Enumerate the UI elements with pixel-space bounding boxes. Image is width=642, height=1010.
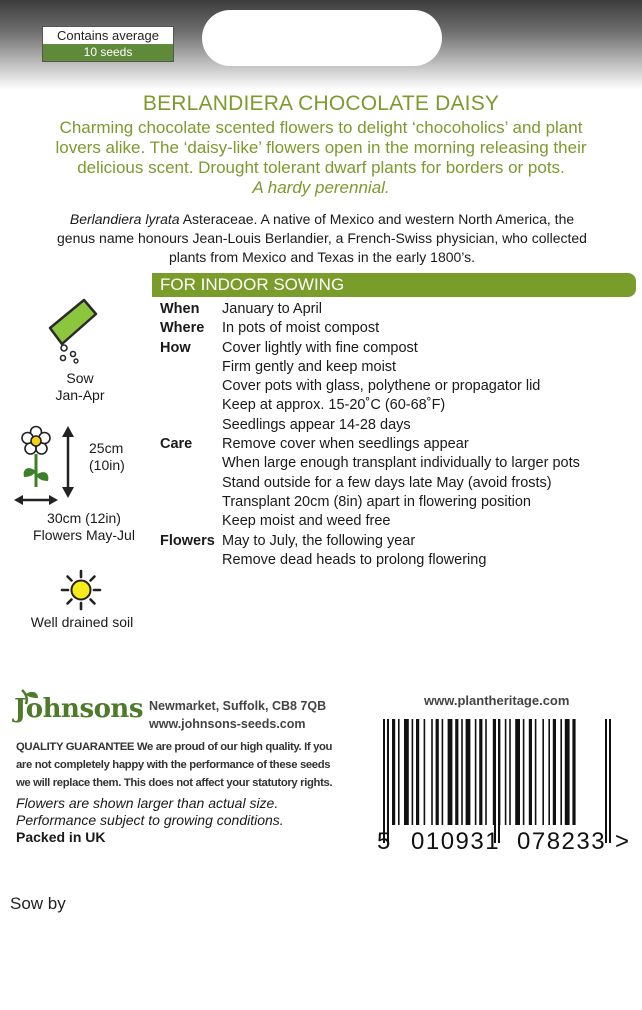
sowing-header: FOR INDOOR SOWING [152,273,636,297]
instruction-text: Seedlings appear 14-28 days [222,416,411,433]
barcode-bar [431,719,433,825]
instruction-row [160,532,636,551]
barcode-bar [515,719,520,825]
barcode-digit-prefix: 5 [377,828,391,854]
packed-in: Packed in UK [16,829,106,845]
sow-label: Sow [66,370,94,386]
packet-notes [16,795,284,846]
barcode-bar [466,719,471,825]
barcode-bar [436,719,439,825]
barcode-bar [387,719,389,843]
instruction-row [160,551,636,570]
barcode-bar [509,719,511,825]
instruction-text: Cover lightly with fine compost [222,339,418,356]
barcode-bar [609,719,611,843]
barcode-bar [424,719,426,825]
quality-guarantee [16,738,338,792]
flowering-period: Flowers May-Jul [33,527,135,543]
instruction-text: Keep at approx. 15-20˚C (60-68˚F) [222,397,446,414]
instruction-row [160,377,636,396]
instruction-text: When large enough transplant individually to larger pots [222,455,580,472]
barcode-bar [553,719,556,825]
height-in: (10in) [89,457,125,473]
barcode-bar [548,719,550,825]
guarantee-line: are not completely happy with the performance of these seeds [16,759,331,771]
barcode-bar [498,719,500,843]
intro-line: lovers alike. The ‘daisy-like’ flowers open in the morning releasing their [55,138,587,157]
instruction-row [160,493,636,512]
spread-size: 30cm (12in) [47,510,121,526]
barcode-bar [461,719,463,825]
barcode-digits-right: 078233 [517,828,607,854]
instruction-label: Where [160,320,205,337]
latin-name: Berlandiera lyrata [69,211,180,227]
sun-icon [60,569,102,611]
botanical-line [12,210,632,229]
flower-height-icon [14,425,86,509]
instruction-text: Firm gently and keep moist [222,358,397,375]
sow-by-label: Sow by [10,894,66,913]
barcode-bar [485,719,487,825]
barcode-bar [475,719,477,825]
instruction-row [160,339,636,358]
barcode-bar [560,719,562,825]
botanical-line: genus name honours Jean-Louis Berlandier, a French-Swiss physician, who collected [57,230,587,246]
brand-address: Newmarket, Suffolk, CB8 7QB [149,699,327,713]
barcode-bar [383,719,385,843]
product-title: BERLANDIERA CHOCOLATE DAISY [142,92,500,115]
sow-period [30,370,130,404]
instruction-row [160,300,636,319]
botanical-description [12,210,632,267]
intro-line: delicious scent. Drought tolerant dwarf plants for borders or pots. [77,158,565,177]
seed-count-value: 10 seeds [43,44,173,61]
instruction-text: May to July, the following year [222,532,416,549]
barcode-bar [392,719,395,825]
brand-name: Johnsons [14,694,143,724]
instruction-row [160,358,636,377]
plant-height [89,440,125,474]
instruction-label: How [160,339,191,356]
size-disclaimer: Flowers are shown larger than actual size. [16,795,279,811]
performance-disclaimer: Performance subject to growing conditions. [16,812,284,828]
botanical-line: plants from Mexico and Texas in the early 1800’s. [168,249,476,265]
barcode [369,719,633,854]
instruction-text: January to April [222,301,322,317]
barcode-bar [494,719,496,843]
seed-count-box [42,26,174,62]
barcode-bars [383,719,611,843]
instruction-text: Remove cover when seedlings appear [222,436,469,453]
barcode-bar [542,719,544,825]
barcode-bar [505,719,507,825]
instruction-text: In pots of moist compost [222,320,380,337]
barcode-bar [404,719,409,825]
barcode-digits-left: 010931 [411,828,501,854]
instruction-label: Flowers [160,532,215,549]
instruction-row [160,416,636,435]
intro-description [10,118,632,198]
brand-website-link[interactable]: www.johnsons-seeds.com [149,717,306,731]
instruction-row [160,512,636,531]
barcode-bar [442,719,444,825]
instruction-text: Cover pots with glass, polythene or propagator lid [222,378,541,395]
packet-window [202,10,442,66]
guarantee-line: QUALITY GUARANTEE We are proud of our high quality. If you [16,741,333,753]
barcode-bar [398,719,400,825]
seed-packet-icon [48,298,112,364]
seed-count-label: Contains average [57,28,159,43]
height-cm: 25cm [89,440,124,456]
instruction-text: Remove dead heads to prolong flowering [222,551,487,568]
instruction-row [160,319,636,338]
plant-spread [18,510,150,544]
instruction-row [160,396,636,415]
barcode-arrow: > [615,828,630,854]
instruction-text: Stand outside for a few days late May (avoid frosts) [222,474,552,491]
instruction-label: When [160,301,200,317]
sowing-instructions [160,300,636,570]
instruction-row [160,454,636,473]
instruction-row [160,435,636,454]
brand-address-block [149,697,326,733]
intro-line: Charming chocolate scented flowers to delight ‘chocoholics’ and plant [59,118,583,137]
barcode-bar [565,719,570,825]
instruction-label: Care [160,436,193,453]
barcode-bar [479,719,482,825]
instruction-row [160,474,636,493]
soil-requirement: Well drained soil [30,614,134,630]
barcode-bar [572,719,575,825]
barcode-bar [416,719,419,825]
botanical-line-text: Asteraceae. A native of Mexico and western North America, the [179,211,575,227]
guarantee-line: we will replace them. This does not affect your statutory rights. [16,777,333,789]
barcode-bar [448,719,453,825]
barcode-bar [523,719,525,825]
instruction-text: Keep moist and weed free [222,513,391,530]
barcode-bar [535,719,537,825]
barcode-bar [605,719,607,843]
barcode-bar [529,719,532,825]
barcode-bar [455,719,458,825]
plantheritage-link[interactable]: www.plantheritage.com [424,693,570,708]
barcode-bar [412,719,414,825]
instruction-text: Transplant 20cm (8in) apart in flowering position [222,493,531,510]
sow-months: Jan-Apr [55,387,105,403]
hardy-perennial-note: A hardy perennial. [252,178,390,197]
